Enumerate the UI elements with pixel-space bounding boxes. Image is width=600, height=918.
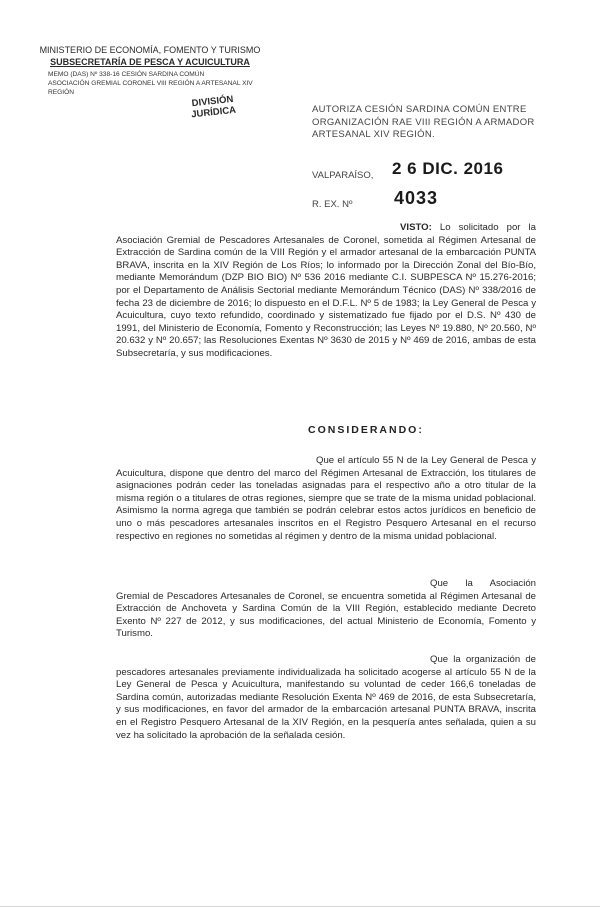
subsecretaria-name: SUBSECRETARÍA DE PESCA Y ACUICULTURA	[50, 57, 250, 67]
scan-edge	[0, 906, 600, 907]
visto-paragraph	[116, 222, 536, 361]
place-label: VALPARAÍSO,	[312, 170, 374, 181]
rex-label: R. EX. Nº	[312, 199, 353, 210]
visto-label: VISTO:	[400, 222, 432, 233]
memo-reference	[48, 70, 288, 97]
resolution-subject: AUTORIZA CESIÓN SARDINA COMÚN ENTRE ORGANIZACIÓN RAE VIII REGIÓN A ARMADOR ARTESANAL XIV REGIÓN.	[312, 104, 535, 140]
stamp-line: DIVISIÓN	[191, 93, 234, 110]
considerando-heading: CONSIDERANDO:	[308, 424, 424, 436]
considerando-paragraph: Que la organización de pescadores artesanales previamente individualizada ha solicitado acogerse al artículo 55 N de la Ley General de Pesca y Acuicultura, manifestando su voluntad de ceder 166,6 toneladas de Sardina común, autorizadas mediante Resolución Exenta Nº 469 de 2016, de esta Subsecretaría, y sus modificaciones, en favor del armador de la embarcación artesanal PUNTA BRAVA, inscrita en el Registro Pesquero Artesanal de la XIV Región, en la pesquería antes señalada, quien a su vez ha solicitado la aprobación de la señalada cesión.	[116, 654, 536, 741]
considerando-paragraph: Que el artículo 55 N de la Ley General de Pesca y Acuicultura, dispone que dentro del marco del Régimen Artesanal de Extracción, los titulares de asignaciones podrán ceder las toneladas asignadas para el respectivo año a otro titular de la misma región o a titulares de otras regiones, siempre que se trate de la misma unidad poblacional. Asimismo la norma agrega que también se podrán celebrar estos actos jurídicos en beneficio de uno o más pescadores artesanales inscritos en el Registro Pesquero Artesanal en el recurso respectivo en regiones no sometidas al régimen y dentro de la misma unidad poblacional.	[116, 455, 536, 542]
resolution-date: 2 6 DIC. 2016	[392, 159, 504, 178]
letterhead	[30, 44, 270, 68]
considerando-paragraph: Que la Asociación Gremial de Pescadores Artesanales de Coronel, se encuentra sometida al Régimen Artesanal de Extracción de Anchoveta y Sardina Común de la VIII Región, establecido mediante Decreto Exento Nº 227 de 2012, y sus modificaciones, del actual Ministerio de Economía, Fomento y Turismo.	[116, 578, 536, 640]
division-juridica-stamp	[177, 93, 253, 158]
stamp-line: JURÍDICA	[190, 104, 237, 121]
ministry-name: MINISTERIO DE ECONOMÍA, FOMENTO Y TURISMO	[39, 45, 261, 55]
visto-text: Lo solicitado por la Asociación Gremial de Pescadores Artesanales de Coronel, sometida al Régimen Artesanal de Extracción de Sardina común de la VIII Región y el armador artesanal de la embarcación PUNTA BRAVA, inscrita en la XIV Región de Los Ríos; lo informado por la Dirección Zonal del Bío-Bío, mediante Memorándum (DZP BIO BIO) Nº 536 2016 mediante C.I. SUBPESCA Nº 15.276-2016; por el Departamento de Análisis Sectorial mediante Memorándum Técnico (DAS) Nº 338/2016 de fecha 23 de diciembre de 2016; lo dispuesto en el D.F.L. Nº 5 de 1983; la Ley General de Pesca y Acuicultura, cuyo texto refundido, coordinado y sistematizado fue fijado por el D.S. Nº 430 de 1991, del Ministerio de Economía, Fomento y Reconstrucción; las Leyes Nº 19.880, Nº 20.560, Nº 20.632 y Nº 20.657; las Resoluciones Exentas Nº 3630 de 2015 y Nº 469 de 2016, ambas de esta Subsecretaría, y sus modificaciones.	[116, 222, 536, 359]
memo-line: MEMO (DAS) Nº 338-16 CESIÓN SARDINA COMÚN	[48, 71, 205, 78]
memo-line: REGIÓN	[48, 89, 75, 96]
resolution-number: 4033	[394, 188, 439, 208]
memo-line: ASOCIACIÓN GREMIAL CORONEL VIII REGIÓN A ARTESANAL XIV	[48, 80, 253, 87]
